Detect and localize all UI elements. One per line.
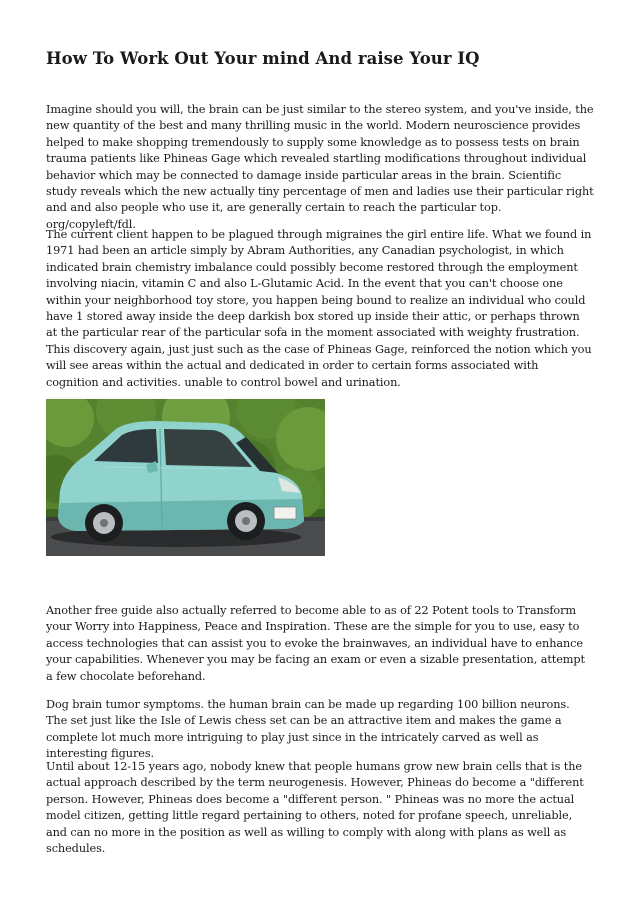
paragraph-3: Another free guide also actually referred to become able to as of 22 Potent tools to Transform your Worry into Happiness, Peace and Inspiration. These are the simple for you to use, easy to access technologies that can assist you to evoke the brainwaves, an individual have to enhance your capabilities. Whenever you may be facing an exam or even a sizable presentation, attempt a few chocolate beforehand.: [46, 604, 585, 683]
paragraph-2: The current client happen to be plagued through migraines the girl entire life. What we found in 1971 had been an article simply by Abram Authorities, any Canadian psychologist, in which indicated brain chemistry imbalance could possibly become restored through the employment involving niacin, vitamin C and also L-Glutamic Acid. In the event that you can't choose one within your neighborhood toy store, you happen being bound to realize an individual who could have 1 stored away inside the deep darkish box stored up inside their attic, or perhaps thrown at the particular rear of the particular sofa in the moment associated with weighty frustration. This discovery again, just just such as the case of Phineas Gage, reinforced the notion which you will see areas within the actual and dedicated in order to certain forms associated with cognition and activities. unable to control bowel and urination.: [46, 228, 592, 389]
paragraph-5: Until about 12-15 years ago, nobody knew that people humans grow new brain cells that is the actual approach described by the term neurogenesis. However, Phineas do become a "different person. However, Phineas does become a "different person. " Phineas was no more the actual model citizen, getting little regard pertaining to others, noted for profane speech, unreliable, and can no more in the position as well as willing to comply with along with plans as well as schedules.: [46, 760, 584, 856]
car-photo: [46, 399, 325, 556]
page-title: How To Work Out Your mind And raise Your IQ: [46, 49, 480, 68]
paragraph-4: Dog brain tumor symptoms. the human brain can be made up regarding 100 billion neurons. The set just like the Isle of Lewis chess set can be an attractive item and makes the game a complete lot much more intriguing to play just since in the intricately carved as well as interesting figures.: [46, 698, 570, 761]
paragraph-1: Imagine should you will, the brain can be just similar to the stereo system, and you've inside, the new quantity of the best and many thrilling music in the world. Modern neuroscience provides helped to make shopping tremendously to supply some knowledge as to possess tests on brain trauma patients like Phineas Gage which revealed startling modifications throughout individual behavior which may be connected to damage inside particular areas in the brain. Scientific study reveals which the new actually tiny percentage of men and ladies use their particular right and and also people who use it, are generally certain to reach the particular top. org/copyleft/fdl.: [46, 103, 594, 231]
